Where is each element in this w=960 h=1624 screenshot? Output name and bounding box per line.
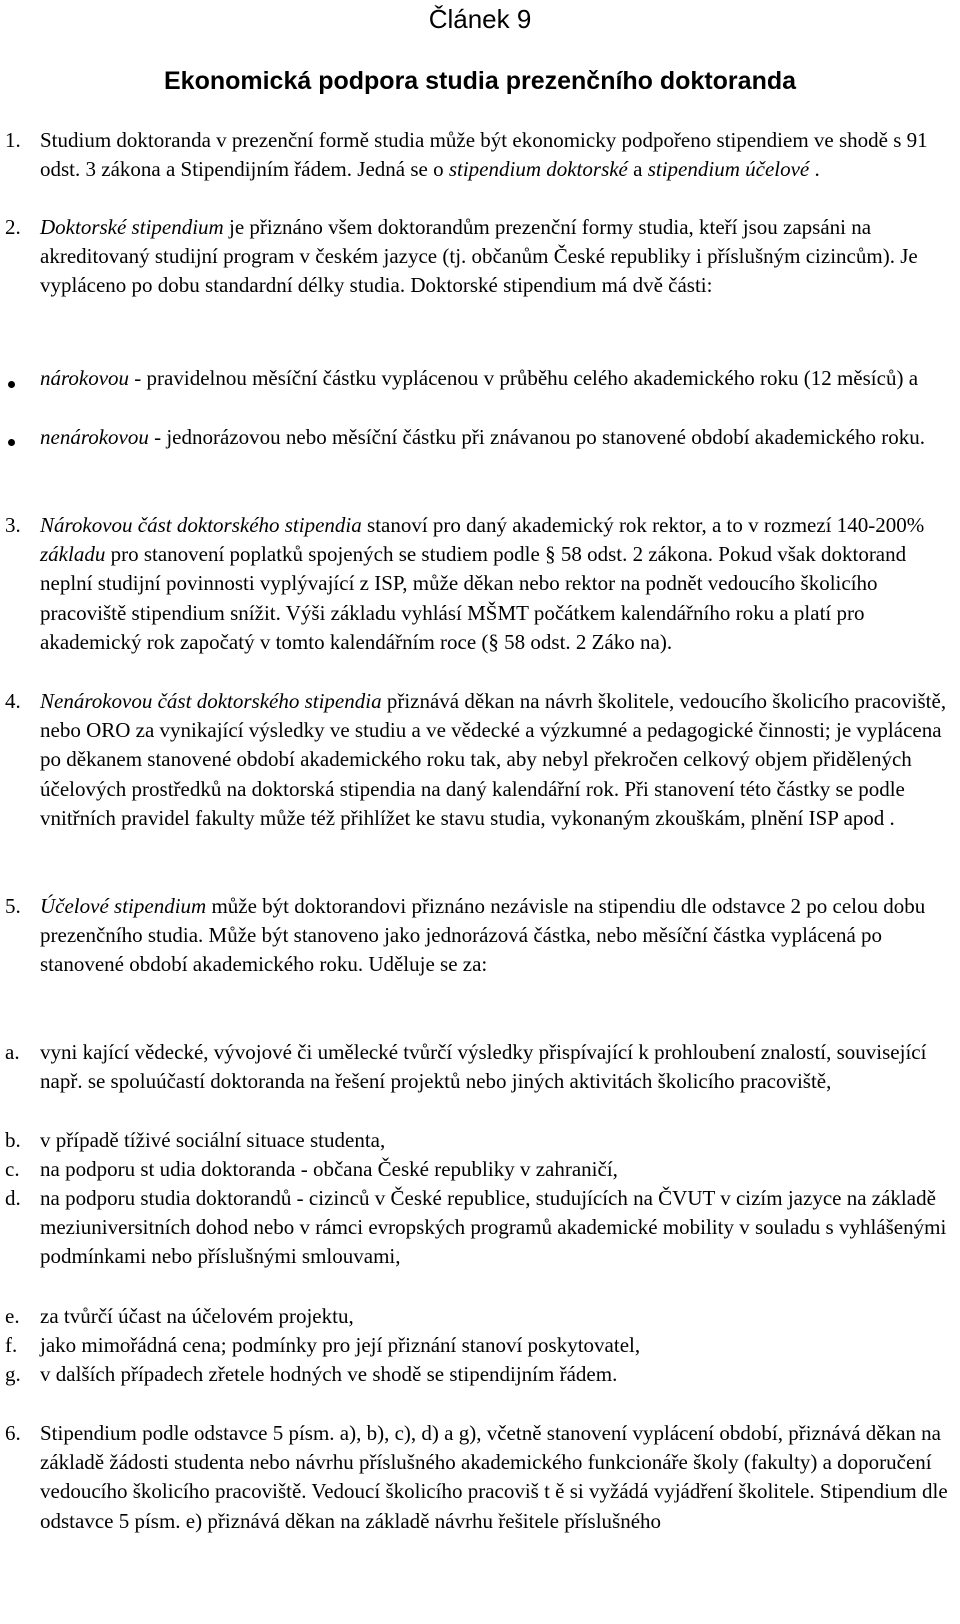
letter-a-text: vyni kající vědecké, vývojové či umělecké tvůrčí výsledky přispívající k prohloubení znalostí, související např. se spoluúčastí doktoranda na řešení projektů nebo jiných aktivitách školicího pracoviště, — [40, 1040, 927, 1094]
section-1-part-0: Studium doktoranda v prezenční formě studia může být ekonomicky podpořeno stipendiem ve shodě s 91 odst. 3 zákona a Stipendijním řádem. Jedná se o — [40, 128, 928, 182]
section-3-marker: 3. — [5, 513, 21, 537]
letter-b-marker: b. — [5, 1128, 21, 1152]
bullet-2-part-0: nenárokovou — [40, 425, 149, 449]
section-6-marker: 6. — [5, 1421, 21, 1445]
letter-f-text: jako mimořádná cena; podmínky pro její přiznání stanoví poskytovatel, — [40, 1333, 641, 1357]
section-4-marker: 4. — [5, 689, 21, 713]
article-title: Ekonomická podpora studia prezenčního doktoranda — [163, 67, 797, 95]
section-1-marker: 1. — [5, 128, 21, 152]
bullet-icon — [8, 381, 15, 388]
letter-c-marker: c. — [5, 1157, 20, 1181]
section-5-text — [40, 892, 948, 980]
bullet-2-part-1: - jednorázovou nebo měsíční částku při znávanou po stanovené období akademického roku. — [148, 425, 926, 449]
section-2-text — [40, 213, 948, 301]
section-1-part-2: a — [627, 157, 648, 182]
section-1-part-3: stipendium účelové — [647, 157, 810, 182]
letter-d-text: na podporu studia doktorandů - cizinců v České republice, studujících na ČVUT v cizím jazyce na základě meziuniversitních dohod nebo v rámci evropských programů akademické mobility v souladu s vyhlášenými podmínkami nebo příslušnými smlouvami, — [40, 1186, 947, 1269]
letter-b-text: v případě tíživé sociální situace studenta, — [40, 1128, 386, 1152]
letter-g-marker: g. — [5, 1362, 21, 1386]
letter-f-marker: f. — [5, 1333, 18, 1357]
bullet-1-part-1: - pravidelnou měsíční částku vyplácenou v průběhu celého akademického roku (12 měsíců) a — [129, 366, 919, 390]
letter-c-text: na podporu st udia doktoranda - občana České republiky v zahraničí, — [40, 1157, 618, 1181]
article-number: Článek 9 — [428, 4, 532, 34]
section-2-marker: 2. — [5, 215, 21, 239]
section-5-part-1: může být doktorandovi přiznáno nezávisle na stipendiu dle odstavce 2 po celou dobu prezenčního studia. Může být stanoveno jako jednorázová částka, nebo měsíční částka vyplácená po stanovené období akademického roku. Uděluje se za: — [40, 894, 926, 977]
section-3-part-3: pro stanovení poplatků spojených se studiem podle § 58 odst. 2 zákona. Pokud však doktorand neplní studijní povinnosti vyplývající z ISP, může děkan nebo rektor na podnět vedoucího školicího pracoviště stipendium snížit. Výši základu vyhlásí MŠMT počátkem kalendářního roku a platí pro akademický rok započatý v tomto kalendářním roce (§ 58 odst. 2 Záko na). — [40, 542, 907, 654]
section-2-part-1: je přiznáno všem doktorandům prezenční formy studia, kteří jsou zapsáni na akreditovaný studijní program v českém jazyce (tj. občanům České republiky i příslušným cizincům). Je vypláceno po dobu standardní délky studia. Doktorské stipendium má dvě části: — [40, 215, 918, 298]
section-3-part-0: Nárokovou část doktorského stipendia — [40, 513, 362, 537]
letter-e-text: za tvůrčí účast na účelovém projektu, — [40, 1304, 354, 1328]
section-3-part-1: stanoví pro daný akademický rok rektor, a to v rozmezí 140-200% — [361, 513, 925, 537]
section-1-part-1: stipendium doktorské — [448, 157, 628, 182]
letter-g-text: v dalších případech zřetele hodných ve shodě se stipendijním řádem. — [40, 1362, 618, 1386]
section-1-part-4: . — [809, 157, 820, 182]
letter-e-marker: e. — [5, 1304, 20, 1328]
section-3-part-2: základu — [40, 542, 106, 567]
letter-d-marker: d. — [5, 1186, 21, 1210]
letter-a-marker: a. — [5, 1040, 20, 1064]
bullet-item-2 — [40, 423, 948, 452]
bullet-icon — [8, 439, 15, 446]
bullet-1-part-0: nárokovou — [40, 366, 130, 390]
section-3-text — [40, 511, 948, 657]
section-4-part-1: přiznává děkan na návrh školitele, vedoucího školicího pracoviště, nebo ORO za vynikající výsledky ve studiu a ve vědecké a výzkumné a pedagogické činnosti; je vyplácena po děkanem stanovené období akademického roku tak, aby nebyl překročen celkový objem přidělených účelových prostředků na doktorská stipendia na daný kalendářní rok. Při stanovení této částky se podle vnitřních pravidel fakulty může též přihlížet ke stavu studia, vykonaným zkouškám, plnění ISP apod . — [40, 689, 947, 830]
section-6-text: Stipendium podle odstavce 5 písm. a), b), c), d) a g), včetně stanovení vyplácení období, přiznává děkan na základě žádosti studenta nebo návrhu příslušného akademického funkcionáře školy (fakulty) a doporučení vedoucího školicího pracoviště. Vedoucí školicího pracoviš t ě si vyžádá vyjádření školitele. Stipendium dle odstavce 5 písm. e) přiznává děkan na základě návrhu řešitele příslušného — [40, 1421, 948, 1533]
section-5-part-0: Účelové stipendium — [40, 894, 207, 918]
bullet-item-1 — [40, 364, 948, 393]
section-4-part-0: Nenárokovou část doktorského stipendia — [40, 689, 382, 713]
section-2-part-0: Doktorské stipendium — [40, 215, 224, 239]
section-5-marker: 5. — [5, 894, 21, 918]
section-4-text — [40, 687, 948, 833]
section-1-text — [40, 126, 948, 184]
